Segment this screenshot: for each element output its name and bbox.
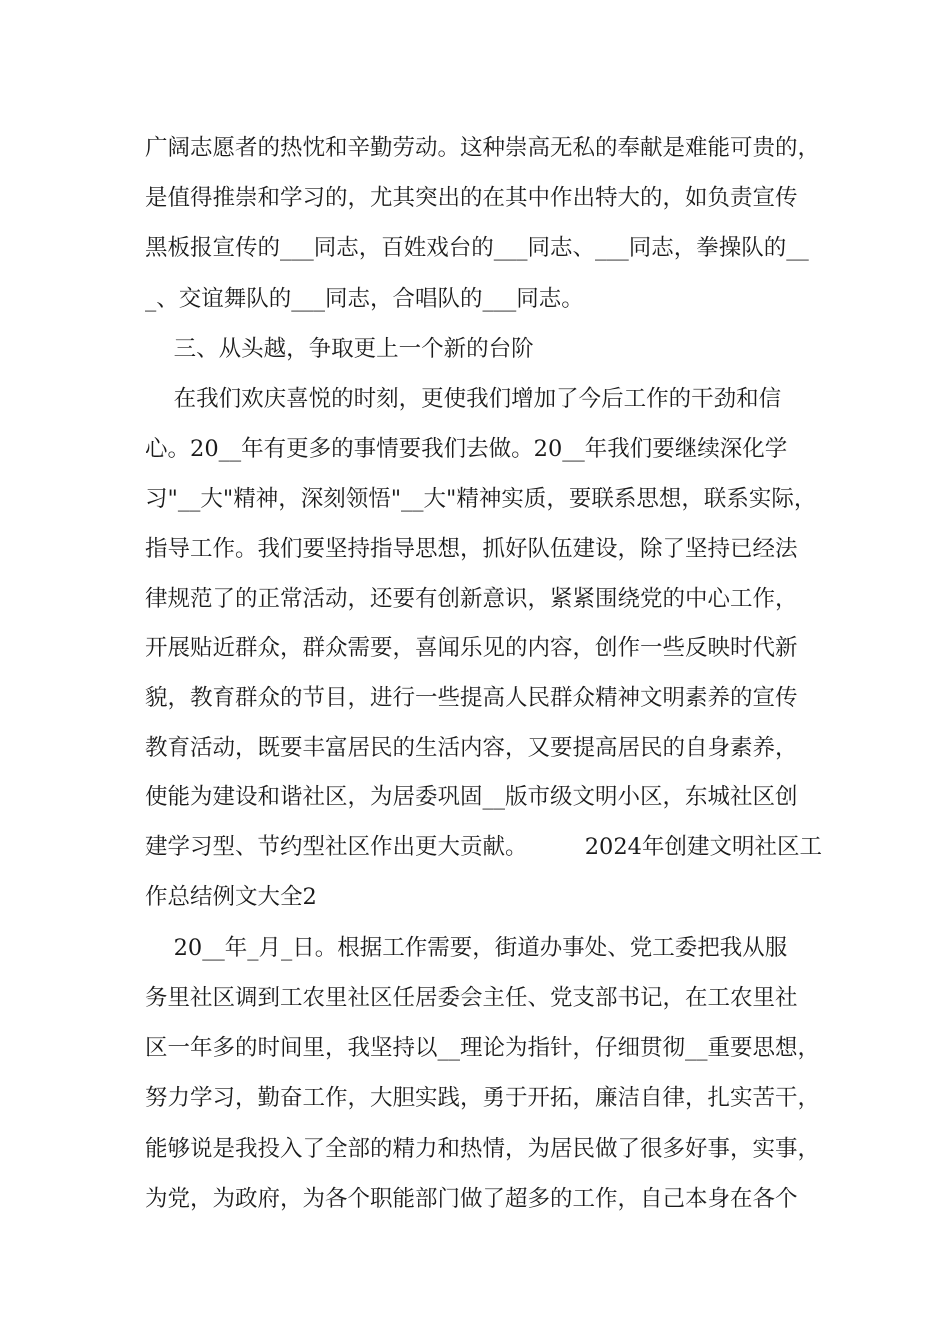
text-line: 指导工作。我们要坚持指导思想，抓好队伍建设，除了坚持已经法 <box>145 536 798 562</box>
text-line: 心。20__年有更多的事情要我们去做。20__年我们要继续深化学 <box>145 436 788 462</box>
text-line: 习"__大"精神，深刻领悟"__大"精神实质，要联系思想，联系实际， <box>145 486 817 512</box>
text-line: 建学习型、节约型社区作出更大贡献。 2024年创建文明社区工 <box>145 834 822 860</box>
text-line: 貌，教育群众的节目，进行一些提高人民群众精神文明素养的宣传 <box>145 685 798 711</box>
text-line: 努力学习，勤奋工作，大胆实践，勇于开拓，廉洁自律，扎实苦干， <box>145 1085 821 1111</box>
text-line: 教育活动，既要丰富居民的生活内容，又要提高居民的自身素养， <box>145 735 798 761</box>
text-line: 使能为建设和谐社区，为居委巩固__版市级文明小区，东城社区创 <box>145 784 798 810</box>
text-line: 开展贴近群众，群众需要，喜闻乐见的内容，创作一些反映时代新 <box>145 635 798 661</box>
text-line: _、交谊舞队的___同志，合唱队的___同志。 <box>145 286 584 312</box>
text-line: 广阔志愿者的热忱和辛勤劳动。这种崇高无私的奉献是难能可贵的， <box>145 135 821 161</box>
section-heading: 三、从头越，争取更上一个新的台阶 <box>145 336 534 362</box>
text-line: 黑板报宣传的___同志，百姓戏台的___同志、___同志，拳操队的__ <box>145 235 809 261</box>
text-line: 是值得推崇和学习的，尤其突出的在其中作出特大的，如负责宣传 <box>145 185 798 211</box>
text-line: 区一年多的时间里，我坚持以__理论为指针，仔细贯彻__重要思想， <box>145 1035 821 1061</box>
text-line: 务里社区调到工农里社区任居委会主任、党支部书记，在工农里社 <box>145 985 798 1011</box>
text-line: 律规范了的正常活动，还要有创新意识，紧紧围绕党的中心工作， <box>145 586 798 612</box>
text-line: 20__年_月_日。根据工作需要，街道办事处、党工委把我从服 <box>145 935 788 961</box>
document-title-line: 作总结例文大全2 <box>145 884 317 910</box>
text-line: 为党，为政府，为各个职能部门做了超多的工作，自己本身在各个 <box>145 1186 798 1212</box>
text-line: 在我们欢庆喜悦的时刻，更使我们增加了今后工作的干劲和信 <box>145 386 782 412</box>
text-line: 能够说是我投入了全部的精力和热情，为居民做了很多好事，实事， <box>145 1136 821 1162</box>
